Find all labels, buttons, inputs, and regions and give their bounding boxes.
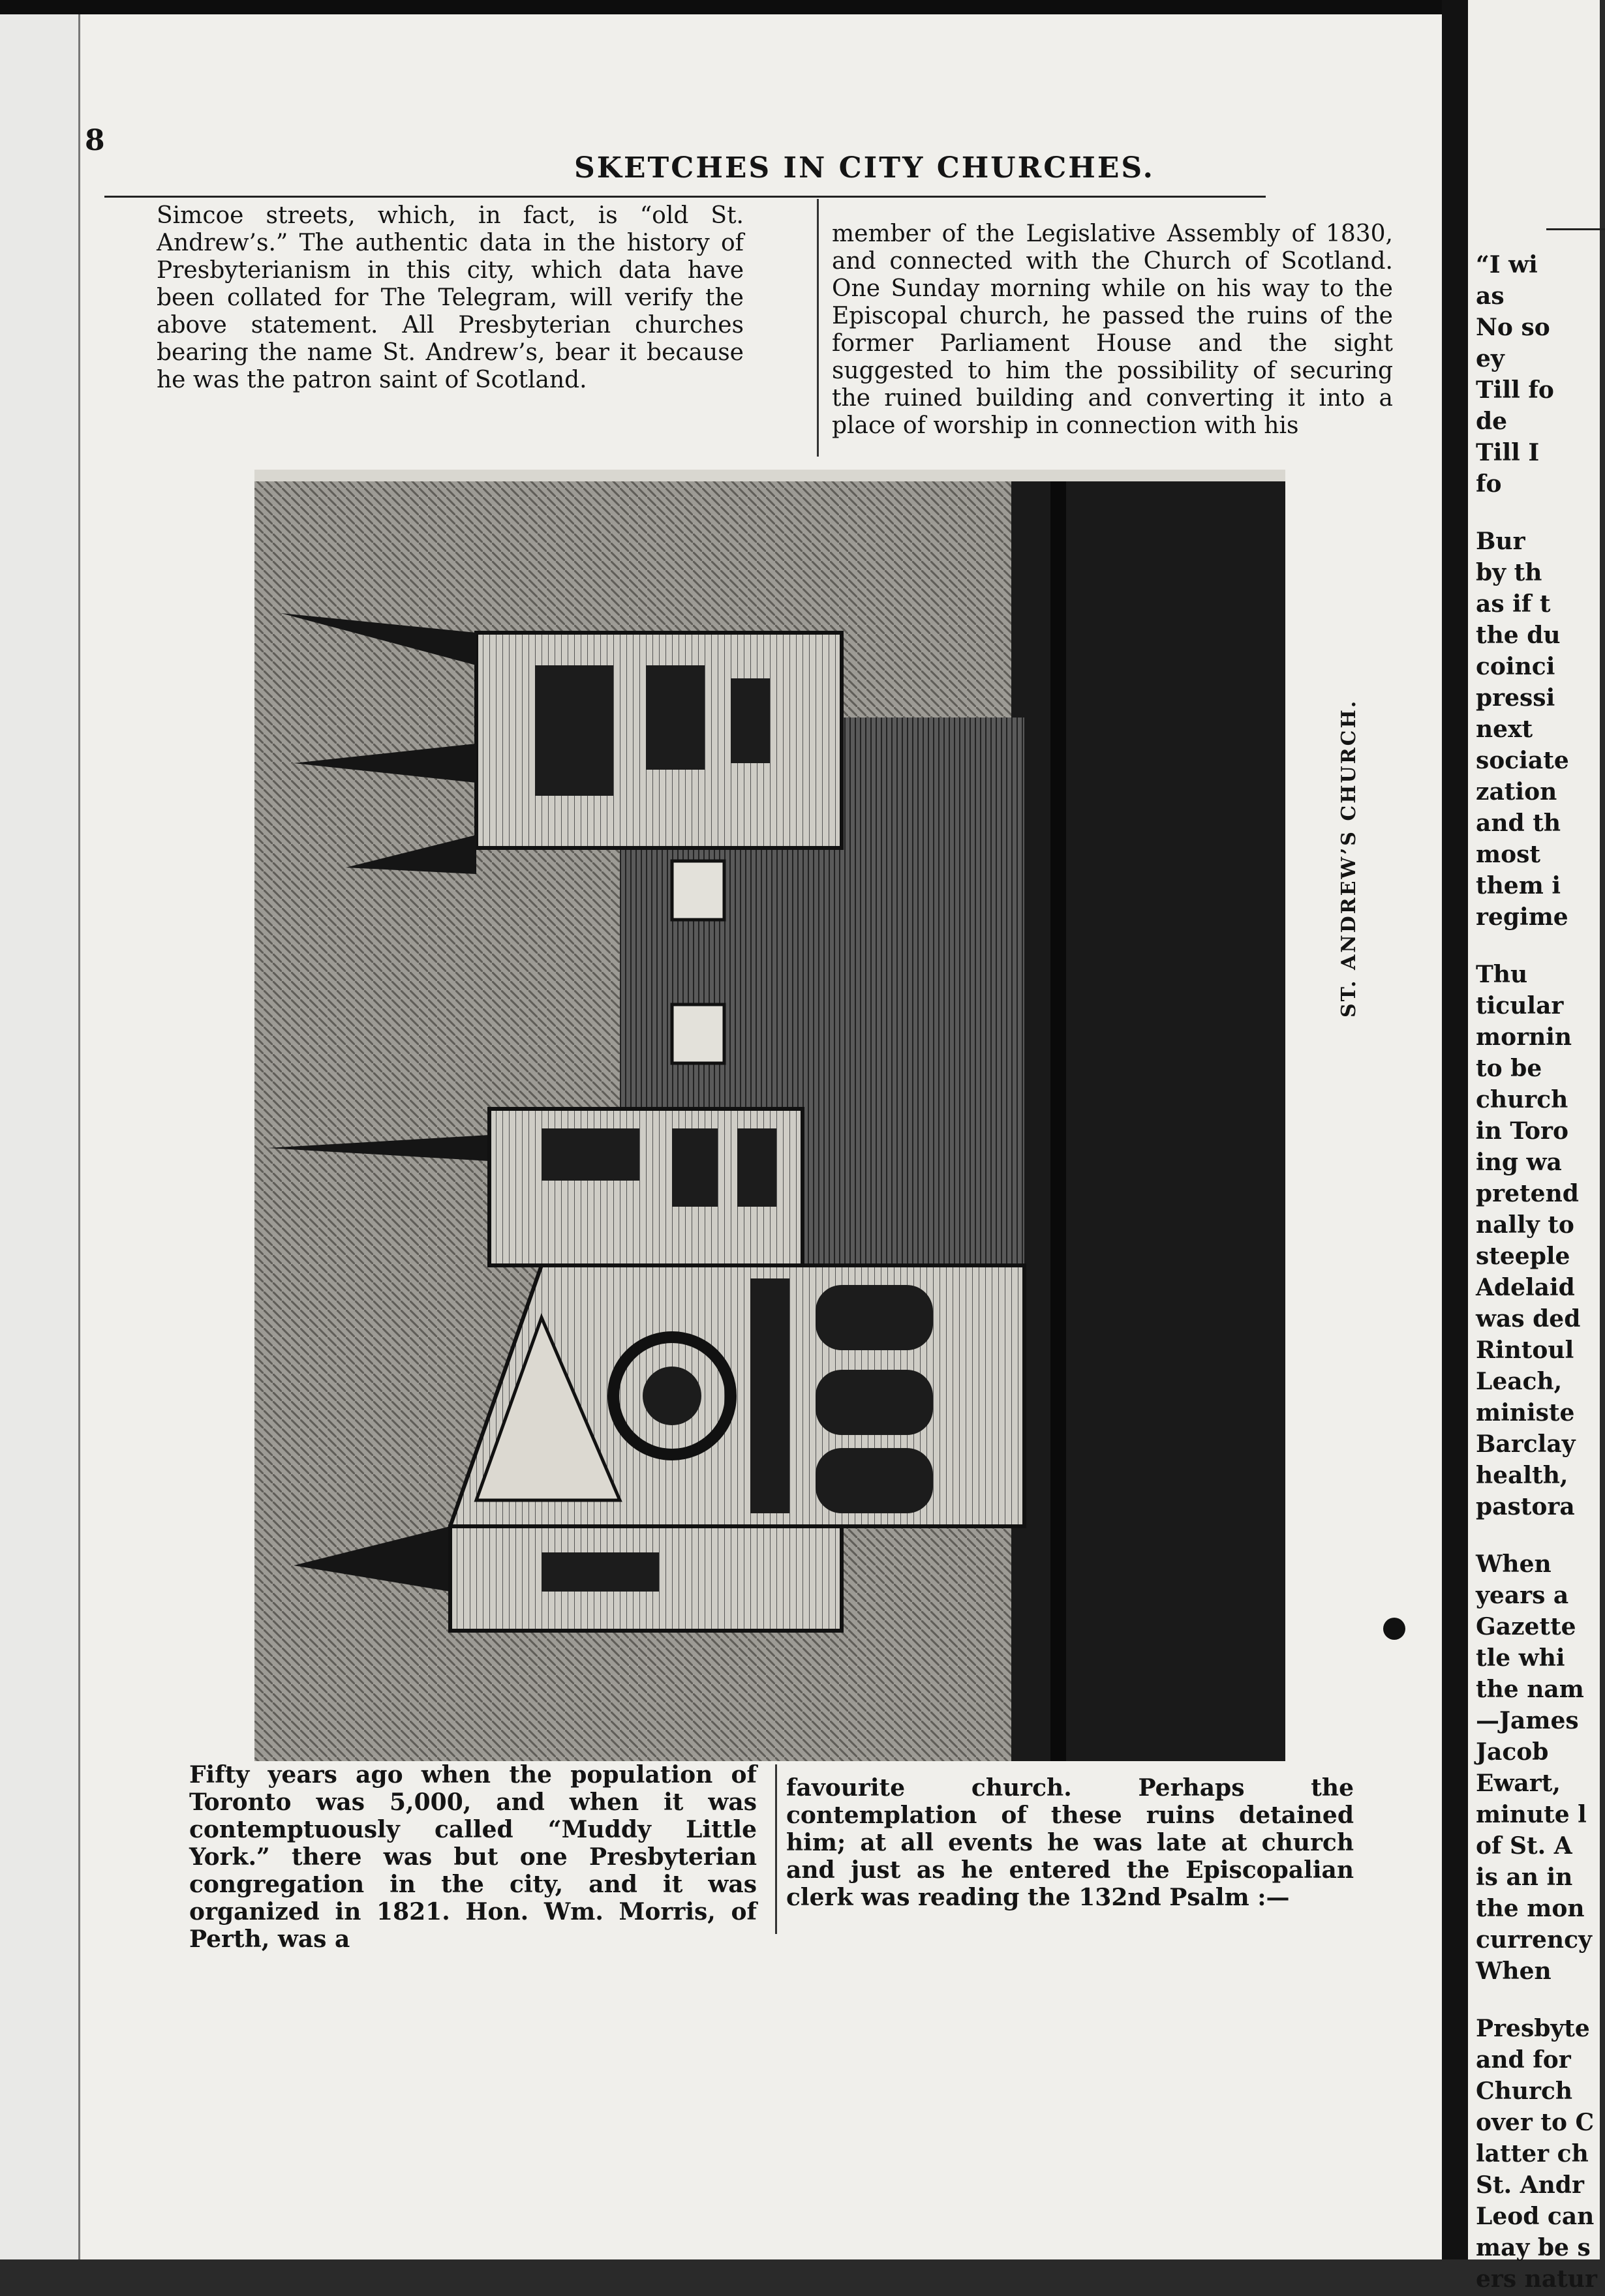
top-right-column: member of the Legislative Assembly of 1830, and connected with the Church of Scotland. One Sunday morning while on his way to the Episcopal church, he passed the ruins of the former Parliament House and the sight suggested to him the possibility of securing the ruined building and converting it into a place of worship in connection with his [832,220,1393,439]
column-divider-bottom [775,1764,777,1934]
top-left-column: Simcoe streets, which, in fact, is “old St. Andrew’s.” The authentic data in the history of Presbyterianism in this city, which data have been collated for The Telegram, will verify the above statement. All Presbyterian churches bearing the name St. Andrew’s, bear it because he was the patron saint of Scotland. [157,202,744,393]
facing-page-line: is an in [1476,1864,1573,1891]
facing-page-line: the mon [1476,1895,1585,1922]
facing-page-line: over to C [1476,2109,1595,2136]
illustration-caption: ST. ANDREW’S CHURCH. [1338,699,1360,1018]
facing-page-line: fo [1476,470,1502,498]
facing-page-line: in Toro [1476,1117,1569,1145]
header-rule [104,196,1266,198]
facing-page-line: Till I [1476,439,1540,466]
facing-page-line: zation [1476,778,1557,806]
facing-page-line: Till fo [1476,376,1554,404]
facing-page-line: pretend [1476,1180,1579,1207]
church-engraving [254,470,1285,1761]
facing-page-line: them i [1476,872,1561,899]
facing-page-line: as [1476,282,1505,310]
facing-page-line: Gazette [1476,1613,1576,1640]
facing-page-line: Leod can [1476,2203,1595,2230]
bottom-left-column: Fifty years ago when the population of Toronto was 5,000, and when it was contemptuously called “Muddy Little York.” there was but one Presbyterian congregation in the city, and it was organized in 1821. Hon. Wm. Morris, of Perth, was a [189,1761,757,1953]
ink-dot [1383,1618,1405,1640]
facing-page-line: When [1476,1957,1552,1985]
facing-page-line: ticular [1476,992,1564,1020]
facing-page-line: as if t [1476,590,1551,618]
facing-page-line: coinci [1476,653,1555,680]
facing-page-line: latter ch [1476,2140,1589,2168]
facing-page-line: Leach, [1476,1368,1563,1395]
facing-page-line: ing wa [1476,1149,1562,1176]
facing-page-line: most [1476,841,1540,868]
facing-page-rule [1546,228,1605,230]
facing-page-line: nally to [1476,1211,1574,1239]
facing-page-line: tle whi [1476,1644,1565,1672]
facing-page-line: Barclay [1476,1430,1576,1458]
facing-page-line: When [1476,1550,1552,1578]
facing-page-line: by th [1476,559,1542,586]
facing-page-line: No so [1476,314,1550,341]
facing-page-line: —James [1476,1707,1579,1734]
running-head: SKETCHES IN CITY CHURCHES. [574,151,1155,185]
facing-page-line: ers natur [1476,2265,1597,2293]
book-gutter [1442,0,1468,2259]
facing-page-line: health, [1476,1462,1568,1489]
page-number: 8 [85,124,105,157]
facing-page-line: pastora [1476,1493,1575,1520]
facing-page-line: was ded [1476,1305,1581,1333]
facing-page-line: “I wi [1476,251,1538,279]
facing-page-line: and th [1476,809,1561,837]
facing-page-line: mornin [1476,1023,1572,1051]
facing-page-line: sociate [1476,747,1569,774]
scanner-margin [0,0,78,2259]
facing-page-line: the du [1476,622,1561,649]
facing-page-line: regime [1476,903,1568,931]
facing-page-line: currency [1476,1926,1592,1954]
facing-page-line: Jacob [1476,1738,1549,1766]
facing-page-line: ey [1476,345,1505,372]
facing-page-line: minute l [1476,1801,1587,1828]
facing-page-line: of St. A [1476,1832,1572,1860]
facing-page-line: to be [1476,1055,1542,1082]
bottom-right-column: favourite church. Perhaps the contemplation of these ruins detained him; at all events he was late at church and just as he entered the Episcopalian clerk was reading the 132nd Psalm :— [786,1774,1354,1911]
facing-page-line: de [1476,408,1508,435]
scanner-top-edge [0,0,1600,14]
facing-page-line: next [1476,716,1533,743]
facing-page-line: Adelaid [1476,1274,1575,1301]
facing-page-line: Ewart, [1476,1770,1561,1797]
facing-page-line: the nam [1476,1676,1584,1703]
facing-page-line: church [1476,1086,1568,1113]
facing-page-line: Church [1476,2077,1573,2105]
facing-page-line: St. Andr [1476,2171,1584,2199]
facing-page-line: Bur [1476,528,1525,555]
facing-page-line: Thu [1476,961,1528,988]
facing-page-line: may be s [1476,2234,1591,2261]
facing-page-line: and for [1476,2046,1571,2074]
facing-page-line: ministe [1476,1399,1575,1427]
facing-page-line: pressi [1476,684,1555,712]
facing-page-line: steeple [1476,1243,1570,1270]
column-divider-top [817,199,819,457]
facing-page-line: Rintoul [1476,1337,1574,1364]
facing-page-line: years a [1476,1582,1569,1609]
facing-page [1468,0,1600,2293]
facing-page-line: Presbyte [1476,2015,1590,2042]
